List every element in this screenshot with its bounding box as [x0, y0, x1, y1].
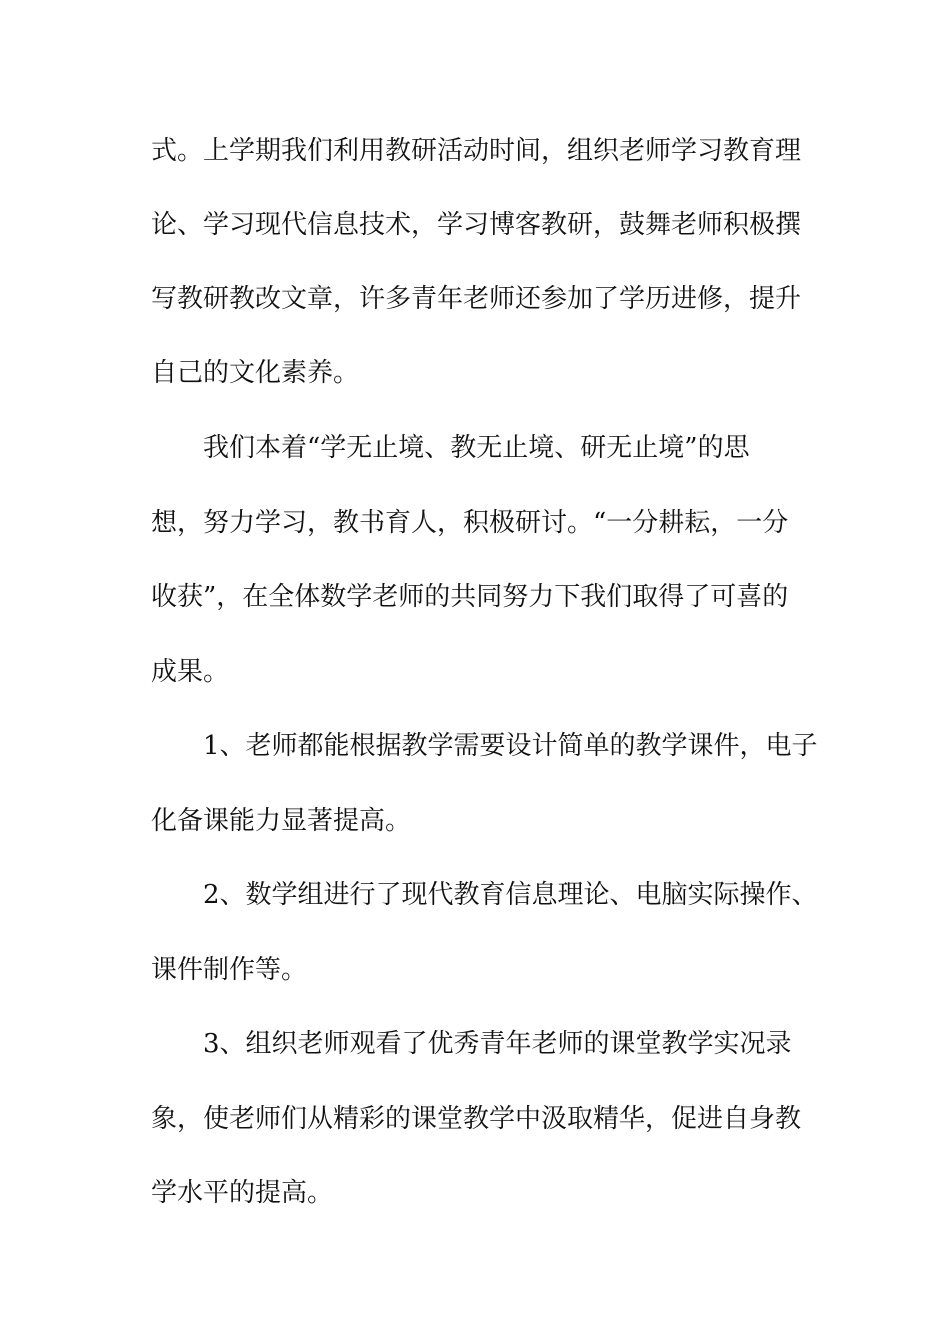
- paragraph-2-line-2: 想，努力学习，教书育人，积极研讨。“一分耕耘，一分: [151, 508, 789, 538]
- list-item-3-line-1: 3、组织老师观看了优秀青年老师的课堂教学实况录: [203, 1029, 792, 1059]
- paragraph-2-line-3: 收获”，在全体数学老师的共同努力下我们取得了可喜的: [151, 582, 789, 612]
- paragraph-2-line-1: 我们本着“学无止境、教无止境、研无止境”的思: [203, 433, 750, 463]
- paragraph-1-line-3: 写教研教改文章，许多青年老师还参加了学历进修，提升: [151, 284, 802, 314]
- paragraph-2-line-4: 成果。: [151, 657, 230, 687]
- list-item-3-line-3: 学水平的提高。: [151, 1178, 334, 1208]
- paragraph-1-line-2: 论、学习现代信息技术，学习博客教研，鼓舞老师积极撰: [151, 210, 802, 240]
- list-item-3-line-2: 象，使老师们从精彩的课堂教学中汲取精华，促进自身教: [151, 1104, 802, 1134]
- list-item-2-line-2: 课件制作等。: [151, 955, 308, 985]
- paragraph-1-line-4: 自己的文化素养。: [151, 358, 360, 388]
- list-item-1-line-2: 化备课能力显著提高。: [151, 806, 412, 836]
- list-item-2-line-1: 2、数学组进行了现代教育信息理论、电脑实际操作、: [203, 880, 818, 910]
- paragraph-1-line-1: 式。上学期我们利用教研活动时间，组织老师学习教育理: [151, 136, 802, 166]
- list-item-1-line-1: 1、老师都能根据教学需要设计简单的教学课件，电子: [203, 731, 818, 761]
